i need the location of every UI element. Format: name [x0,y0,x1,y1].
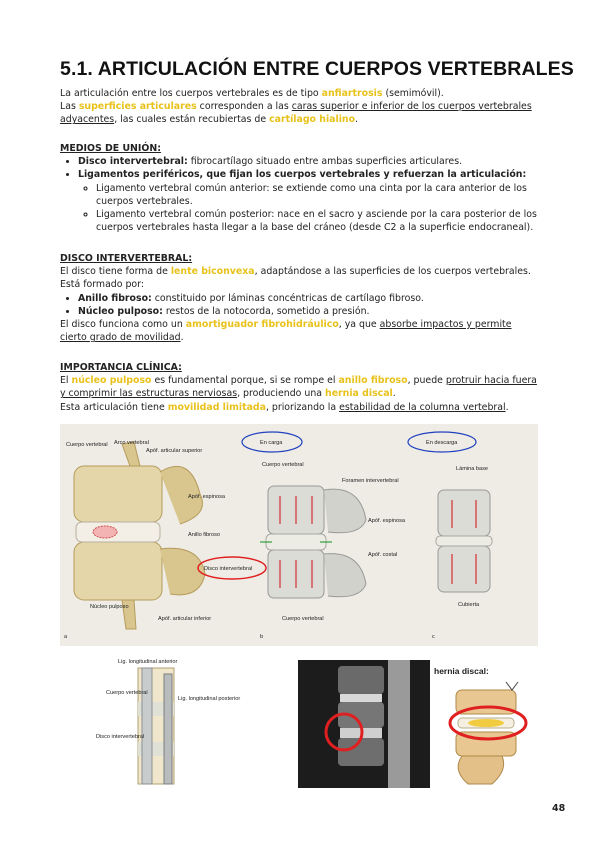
label-cubierta: Cubierta [458,602,480,608]
label-en-carga: En carga [260,440,283,446]
label-panel-c: c [432,634,435,640]
intro-text: (semimóvil). [382,88,444,99]
sub-list-item: ◦ Ligamento vertebral común posterior: nace en el sacro y asciende por la cara posterior de los cuerpos vertebrales hasta llegar a la base del cráneo (desde C2 a la superficie endocraneal). [96,208,538,234]
label-panel-b: b [260,634,264,640]
label-lig-posterior: Lig. longitudinal posterior [178,696,241,702]
page-title: 5.1. ARTICULACIÓN ENTRE CUERPOS VERTEBRALES [60,58,574,80]
list-item [78,292,538,305]
medios-heading: MEDIOS DE UNIÓN: [60,143,161,154]
list-item [78,155,538,168]
sub-list-item: ◦ Ligamento vertebral común anterior: se extiende como una cinta por la cara anterior de los cuerpos vertebrales. [96,182,538,208]
highlight-amortiguador: amortiguador fibrohidráulico [185,319,339,331]
clinica-text: , produciendo una [237,388,326,400]
label-hernia-discal: hernia discal: [434,666,489,676]
highlight-superficies: superficies articulares [78,101,197,113]
label-apof-espinosa-b: Apóf. espinosa [368,518,406,524]
page-number: 48 [552,803,566,814]
label-nucleo-pulposo: Núcleo pulposo [90,604,129,610]
disco-section [60,252,538,344]
vertebra-b-drawing [198,432,366,598]
label-apof-superior: Apóf. articular superior [146,448,203,454]
disco-text: Está formado por: [60,279,145,291]
bold-text: Ligamentos periféricos, que fijan los cuerpos vertebrales y refuerzan la articulación: [78,169,527,181]
list-item [78,168,538,234]
label-foramen: Foramen intervertebral [342,478,399,484]
vertebral-illustration [60,424,538,646]
bold-text: Núcleo pulposo: [78,305,163,317]
underlined-caras: caras superior e inferior de los cuerpos vertebrales adyacentes [60,101,532,126]
vertebra-c-drawing [408,432,492,592]
label-cuerpo-vertebral-b2: Cuerpo vertebral [282,616,324,622]
item-text: fibrocartílago situado entre ambas superficies articulares. [187,156,463,168]
clinica-text: es fundamental porque, si se rompe el [151,375,339,387]
bold-text: Disco intervertebral: [78,156,188,168]
intro-paragraph [60,87,538,127]
label-disco-intervertebral: Disco intervertebral [204,566,253,572]
bold-text: Anillo fibroso: [78,292,152,304]
label-apof-espinosa: Apóf. espinosa [188,494,226,500]
clinica-text: El [60,375,72,387]
intro-text: corresponden a las [196,101,292,113]
highlight-movilidad: movilidad limitada [167,401,266,413]
label-disco-intervertebral: Disco intervertebral [96,734,145,740]
highlight-cartilago: cartílago hialino [269,114,356,126]
medios-list [60,155,538,234]
intro-text: La articulación entre los cuerpos vertebrales es de tipo [60,88,322,99]
label-lamina-base: Lámina base [456,466,489,472]
label-apof-inferior: Apóf. articular inferior [158,616,212,622]
intro-text: , las cuales están recubiertas de [114,114,270,126]
highlight-hernia: hernia discal [325,388,393,400]
hernia-figure [432,660,540,790]
hernia-illustration [432,660,540,790]
disco-text: , ya que [338,319,380,331]
underlined-absorbe: absorbe impactos y permite cierto grado de movilidad [60,319,512,344]
highlight-nucleo: núcleo pulposo [71,375,152,387]
disco-text: El disco tiene forma de [60,266,171,278]
label-cuerpo-vertebral: Cuerpo vertebral [66,442,108,448]
item-text: constituido por láminas concéntricas de cartílago fibroso. [151,292,424,304]
intro-text: Las [60,101,79,113]
highlight-anfiartrosis: anfiartrosis [321,88,383,99]
label-cuerpo-vertebral-b: Cuerpo vertebral [262,462,304,468]
clinica-heading: IMPORTANCIA CLÍNICA: [60,362,182,373]
label-cuerpo-vertebral: Cuerpo vertebral [106,690,148,696]
clinica-text: Esta articulación tiene [60,401,168,413]
ligament-figure [88,654,241,788]
mri-illustration [298,660,430,788]
label-arco-vertebral: Arco vertebral [114,440,149,446]
list-item [78,305,538,318]
highlight-anillo: anillo fibroso [338,375,408,387]
clinica-text: . [392,388,396,400]
disco-list [60,292,538,318]
label-lig-anterior: Lig. longitudinal anterior [118,659,178,665]
mri-image [298,660,430,788]
medios-section [60,142,538,234]
vertebral-figure [60,424,538,646]
item-text: restos de la notocorda, sometido a presión. [162,305,370,317]
vertebra-a-drawing [74,442,205,629]
sub-list [78,182,538,235]
ligament-illustration [88,654,241,788]
highlight-lente: lente biconvexa [170,266,255,278]
intro-text: . [355,114,359,126]
label-apof-costal: Apóf. costal [368,552,398,558]
disco-text: El disco funciona como un [60,319,186,331]
clinica-section [60,361,538,414]
underlined-protruir: protruir hacia fuera y comprimir las estructuras nerviosas [60,375,537,400]
disco-text: . [180,332,184,344]
label-anillo-fibroso: Anillo fibroso [188,532,221,538]
label-panel-a: a [64,634,68,640]
clinica-text: . [505,401,509,413]
clinica-text: , puede [407,375,446,387]
disco-heading: DISCO INTERVERTEBRAL: [60,253,193,264]
label-en-descarga: En descarga [426,440,458,446]
clinica-text: , priorizando la [265,401,340,413]
disco-text: , adaptándose a las superficies de los cuerpos vertebrales. [254,266,531,278]
underlined-estabilidad: estabilidad de la columna vertebral [339,401,506,413]
